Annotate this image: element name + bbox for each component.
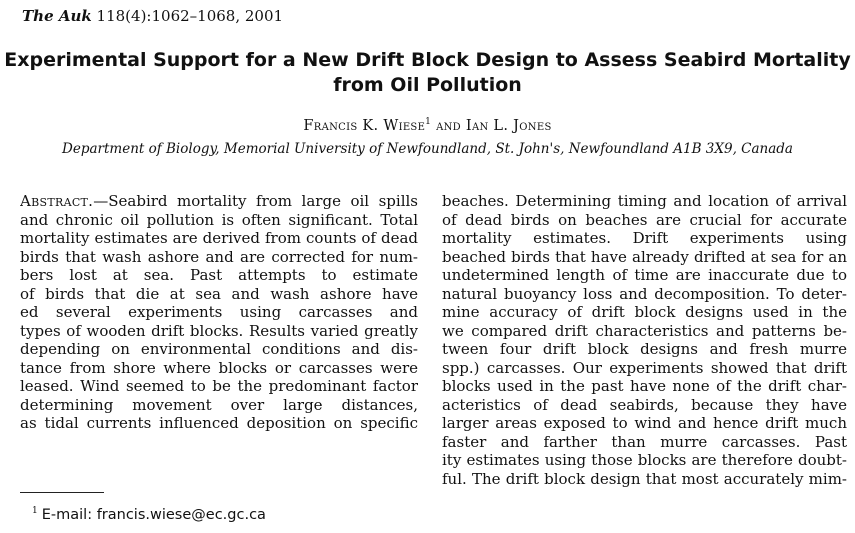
abstract-line: spp.) carcasses. Our experiments showed that drift	[442, 358, 847, 377]
abstract-line: mortality estimates. Drift experiments using	[442, 229, 847, 247]
title-line-1: Experimental Support for a New Drift Block Design to Assess Seabird Mortality	[4, 49, 851, 71]
abstract-line: beached birds that have already drifted at sea for an	[442, 247, 847, 266]
abstract-line: natural buoyancy loss and decomposition. To deter-	[442, 284, 847, 303]
article-title	[0, 48, 855, 98]
abstract-line: ed several experiments using carcasses and	[20, 303, 418, 321]
abstract-line: blocks used in the past have none of the drift char-	[442, 377, 847, 395]
footnote-email: E-mail: francis.wiese@ec.gc.ca	[41, 507, 266, 523]
abstract-line: larger areas exposed to wind and hence drift much	[442, 414, 847, 432]
footnote	[32, 506, 266, 524]
abstract-line: determining movement over large distances,	[20, 395, 418, 414]
citation-header	[22, 6, 283, 26]
abstract-line: birds that wash ashore and are corrected for num-	[20, 247, 418, 266]
abstract-line: undetermined length of time are inaccurate due to	[442, 266, 847, 284]
abstract-line: we compared drift characteristics and patterns be-	[442, 321, 847, 340]
abstract-line: as tidal currents influenced deposition on specific	[20, 414, 418, 432]
author-2: Ian L. Jones	[465, 118, 552, 134]
abstract-line: acteristics of dead seabirds, because they have	[442, 395, 847, 414]
abstract-line: and chronic oil pollution is often significant. Total	[20, 210, 418, 229]
abstract-line: leased. Wind seemed to be the predominant factor	[20, 377, 418, 395]
author-1-footnote-mark: 1	[425, 117, 432, 128]
abstract-line: mine accuracy of drift block designs used in the	[442, 303, 847, 321]
abstract-left-column	[20, 192, 418, 433]
abstract-line: depending on environmental conditions and dis-	[20, 340, 418, 358]
abstract-right-column	[442, 192, 847, 488]
abstract-line: types of wooden drift blocks. Results varied greatly	[20, 321, 418, 340]
citation-details: 118(4):1062–1068, 2001	[91, 7, 284, 25]
footnote-divider	[20, 492, 104, 493]
affiliation: Department of Biology, Memorial University of Newfoundland, St. John's, Newfoundland A1B 3X9, Canada	[62, 141, 793, 157]
footnote-mark: 1	[32, 506, 38, 517]
abstract-line: Abstract.—Seabird mortality from large oil spills	[20, 192, 418, 210]
abstract-line: bers lost at sea. Past attempts to estimate	[20, 266, 418, 284]
author-conjunction: and	[431, 118, 466, 134]
abstract-line: of dead birds on beaches are crucial for accurate	[442, 210, 847, 229]
abstract-line: tween four drift block designs and fresh murre	[442, 340, 847, 358]
abstract-line: faster and farther than murre carcasses. Past	[442, 432, 847, 451]
abstract-line: ful. The drift block design that most accurately mim-	[442, 469, 847, 488]
abstract-label: Abstract.	[20, 192, 94, 210]
journal-name: The Auk	[22, 7, 92, 25]
author-list	[0, 117, 855, 135]
abstract-line: tance from shore where blocks or carcasses were	[20, 358, 418, 377]
abstract-line: mortality estimates are derived from counts of dead	[20, 229, 418, 247]
abstract-line: beaches. Determining timing and location of arrival	[442, 192, 847, 210]
author-1: Francis K. Wiese	[303, 118, 426, 134]
abstract-line: ity estimates using those blocks are therefore doubt-	[442, 451, 847, 469]
title-line-2: from Oil Pollution	[333, 74, 522, 96]
abstract-line: of birds that die at sea and wash ashore have	[20, 284, 418, 303]
